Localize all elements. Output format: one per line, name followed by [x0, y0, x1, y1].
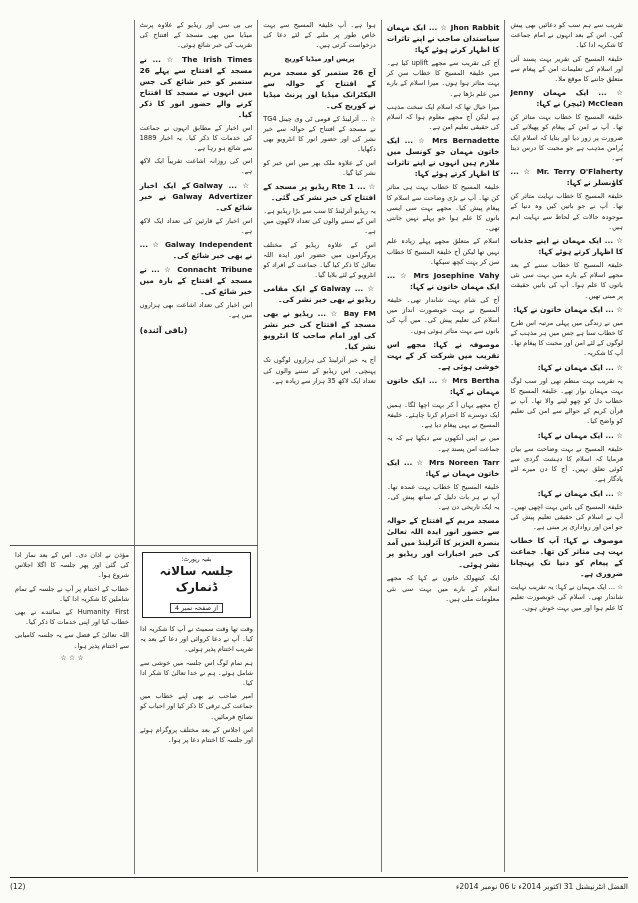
- paragraph-heading: The Irish Times ☆ ... نے مسجد کے افتتاح سے پہلے 26 ستمبر کو خبر شائع کی جس میں انہوں نے مسجد کا افتتاح کرنے والے حضور انور کا ذکر کیا۔: [139, 54, 253, 119]
- lower-col-left-text: [15, 550, 129, 651]
- paragraph: آج مجھے یہاں آ کر بہت اچھا لگا۔ ہمیں ایک دوسرے کا احترام کرنا چاہئے۔ خلیفۃ المسیح نے یہی پیغام دیا ہے۔: [386, 400, 500, 430]
- paragraph: اس اخبار کے مطابق انہوں نے جماعت کی خدمات کا ذکر کیا۔ یہ اخبار 1889 سے شائع ہو رہا ہے۔: [139, 123, 253, 153]
- paragraph: میں نے زندگی میں پہلی مرتبہ اس طرح کا خطاب سنا ہے جس میں ہر مذہب کے لوگوں کے لئے امن اور محبت کا پیغام تھا۔ آپ کا شکریہ۔: [510, 318, 623, 358]
- paragraph: اس اخبار کی تعداد اشاعت بھی ہزاروں میں ہے۔: [139, 301, 253, 320]
- page-number: (12): [10, 881, 26, 891]
- paragraph: اس اجلاس کے بعد مختلف پروگرام ہوئے اور جلسہ کا اختتام دعا پر ہوا۔: [140, 725, 253, 745]
- column-1: [504, 20, 628, 872]
- report-box: [142, 552, 251, 618]
- paragraph: مؤذن نے اذان دی۔ اس کے بعد نماز ادا کی گئی اور پھر جلسہ کا اگلا اجلاس شروع ہوا۔: [15, 551, 129, 580]
- paragraph: یہ تقریب بہت منظم تھی اور سب لوگ بہت مہمان نواز تھے۔ خلیفۃ المسیح کا خطاب دل کو چھو لینے والا تھا۔ آپ نے قرآن کریم کے حوالے سے امن کی تعلیم کو واضح کیا۔: [510, 376, 623, 426]
- lower-col-right-text: [140, 624, 253, 745]
- page-footer: [10, 877, 628, 894]
- paragraph: Humanity First کے نمائندے نے بھی خطاب کیا اور اپنی خدمات کا ذکر کیا۔: [15, 608, 129, 627]
- paragraph: بی بی سی اور ریڈیو کے علاوہ پرنٹ میڈیا میں بھی مسجد کے افتتاح کی تقریب کی خبر شائع ہوئی۔: [139, 21, 253, 50]
- paragraph: خلیفۃ المسیح کا خطاب بہت ہی متاثر کن تھا۔ آپ نے بڑی وضاحت سے اسلام کا پیغام پیش کیا۔ مجھے بہت سی ایسی باتوں کا علم ہوا جو پہلے نہیں جانتی تھی۔: [386, 183, 500, 233]
- end-stars: ☆ ☆ ☆: [60, 653, 84, 662]
- column-2: [381, 20, 505, 872]
- paragraph-heading: ☆ ... ایک مہمان نے اپنے جذبات کا اظہار کرتے ہوئے کہا:: [510, 236, 623, 257]
- continued-label: (باقی آئندہ): [139, 326, 188, 336]
- paragraph: خلیفۃ المسیح کی باتیں بہت اچھی تھیں۔ آپ نے اسلام کی حقیقی تعلیم پیش کی جو امن اور رواداری پر مبنی ہے۔: [510, 502, 623, 531]
- paragraph: آج کی تقریب سے مجھے uplift کیا ہے۔ میں خلیفۃ المسیح کا خطاب سن کر بہت متاثر ہوا ہوں۔ میرا اسلام کے بارے میں علم بڑھا ہے۔: [386, 59, 500, 98]
- column-3: [257, 20, 381, 872]
- paragraph: اس کی روزانہ اشاعت تقریباً ایک لاکھ ہے۔: [139, 157, 253, 176]
- paragraph: میں نے اپنی آنکھوں سے دیکھا ہے کہ یہ جماعت امن پسند ہے۔: [386, 434, 500, 453]
- paragraph-heading: Mrs Noreen Tarr ☆ ... ایک خاتون مہمان نے کہا:: [386, 457, 500, 478]
- paragraph-heading: ☆ ... ایک مہمان نے کہا:: [537, 488, 623, 498]
- lower-section: [10, 545, 258, 874]
- paragraph: خلیفۃ المسیح نے بہت وضاحت سے بیان فرمایا کہ اسلام کا دہشت گردی سے کوئی تعلق نہیں۔ آج کا دن میرے لئے یادگار ہے۔: [510, 444, 623, 484]
- paragraph-heading: ☆ ... ایک مہمان Jenny McClean (ٹیچر) نے کہا:: [510, 88, 623, 109]
- paragraph-heading: Jhon Rabbit ☆ ... ایک مہمان سیاستدان صاحب نے اپنے تاثرات کا اظہار کرتے ہوئے کہا:: [386, 23, 500, 54]
- lower-col-right: [134, 546, 258, 874]
- paragraph-heading: Mrs Bernadette ☆ ... ایک خاتون مہمان جو کونسل میں ملازم ہیں انہوں نے اپنے تاثرات کا اظہار کرتے ہوئے کہا:: [386, 136, 500, 179]
- paragraph: خطاب کے اختتام پر آپ نے جلسہ کے تمام شاملین کا شکریہ ادا کیا۔: [15, 584, 129, 603]
- column-3-top: [263, 20, 376, 386]
- paragraph: ☆ ... آئرلینڈ کے قومی ٹی وی چینل TG4 نے مسجد کے افتتاح کے حوالہ سے خبر نشر کی اور حضور انور کا انٹرویو بھی دکھایا۔: [263, 114, 376, 154]
- paragraph: خلیفۃ المسیح کا خطاب بہت متاثر کن تھا۔ آپ نے امن کے پیغام کو پھیلانے کی ضرورت پر زور دیا اور بتایا کہ اسلام ایک پُرامن مذہب ہے جو محبت کا درس دیتا ہے۔: [510, 113, 623, 163]
- paragraph: اسلام کے متعلق مجھے پہلے زیادہ علم نہیں تھا لیکن آج خلیفۃ المسیح کا خطاب سن کر بہت کچھ سیکھا۔: [386, 237, 500, 266]
- box-prefix: بقیہ رپورٹ:: [181, 556, 212, 563]
- paragraph: ایک کیتھولک خاتون نے کہا کہ مجھے اسلام کے بارے میں بہت سی نئی معلومات ملی ہیں۔: [386, 574, 500, 603]
- box-title: جلسہ سالانہ ڈنمارک: [159, 564, 234, 594]
- paragraph: ہم تمام لوگ اس جلسہ میں خوشی سے شامل ہوئے۔ ہم نے خدا تعالیٰ کا شکر ادا کیا۔: [140, 658, 253, 688]
- paragraph-heading: Mr. Terry O'Flaherty ☆ ... کاؤنسلر نے کہا:: [510, 167, 623, 188]
- paragraph-heading: موصوفہ نے کہا: مجھے اس تقریب میں شرکت کر کے بہت خوشی ہوئی ہے۔: [386, 339, 500, 371]
- paragraph: ہوا ہے۔ آپ خلیفۃ المسیح سے بہت خاص طور پر ملنے کے لئے دعا کی درخواست کرتی ہیں۔: [263, 21, 376, 50]
- paragraph-heading: موصوف نے کہا: آپ کا خطاب بہت ہی متاثر کن تھا۔ جماعت کے پیغام کو دنیا تک پہنچانا ضروری ہے۔: [510, 536, 623, 579]
- lower-col-left: [10, 546, 134, 874]
- paragraph-heading: ☆ ... ایک مہمان خاتون نے کہا:: [513, 304, 623, 314]
- paragraph-heading: مسجد مریم کے افتتاح کے حوالہ سے حضور انور ایدہ اللہ تعالیٰ بنصرہ العزیز کا آئرلینڈ میں آمد کی خبر اخبارات اور ریڈیو پر نشر ہوئی۔: [386, 516, 500, 570]
- paragraph: آج کی شام بہت شاندار تھی۔ خلیفۃ المسیح نے بہت خوبصورت انداز میں اسلام کی تعلیم پیش کی۔ میں آپ کی باتوں سے بہت متاثر ہوئی ہوں۔: [386, 296, 500, 335]
- paragraph-heading: Galway Independent ☆ ... نے بھی خبر شائع کی۔: [139, 240, 253, 261]
- paragraph: میرا خیال تھا کہ اسلام ایک سخت مذہب ہے لیکن آج مجھے معلوم ہوا کہ اسلام کی حقیقی تعلیم امن ہے۔: [386, 102, 500, 132]
- paragraph-heading: Mrs Josephine Vahy ☆ ... ایک مہمان خاتون نے کہا:: [386, 271, 500, 292]
- column-4-top: [140, 20, 253, 320]
- footer-date: الفضل انٹرنیشنل 31 اکتوبر 2014ء تا 06 نومبر 2014ء: [455, 881, 628, 891]
- paragraph-heading: ☆ ... Galway کے ایک اخبار Galway Advertizer نے خبر شائع کی۔: [139, 180, 253, 212]
- paragraph: وقت تھا وقت سمیٹ نے آپ کا شکریہ ادا کیا۔ آپ نے دعا کروائی اور دعا کے بعد یہ تقریب اختتام پذیر ہوئی۔: [140, 625, 253, 654]
- paragraph: اس کے علاوہ ریڈیو کے مختلف پروگراموں میں حضور انور ایدہ اللہ تعالیٰ کا ذکر کیا گیا۔ جماعت کے افراد کو انٹرویو کے لئے بلایا گیا۔: [263, 240, 376, 280]
- paragraph: امیر صاحب نے بھی اپنے خطاب میں جماعت کی ترقی کا ذکر کیا اور احباب کو نصائح فرمائیں۔: [140, 692, 253, 721]
- paragraph: خلیفۃ المسیح کی تقریر بہت پسند آئی اور اسلام کی تعلیمات امن کے پیغام سے متعلق جاننے کا موقع ملا۔: [510, 54, 623, 84]
- paragraph-heading: Mrs Bertha ☆ ... ایک خاتون مہمان نے کہا:: [386, 375, 500, 396]
- paragraph: خلیفۃ المسیح کا خطاب بہت عمدہ تھا۔ آپ نے ہر بات دلیل کے ساتھ پیش کی۔ یہ ایک تاریخی دن ہے۔: [386, 482, 500, 512]
- paragraph: خلیفۃ المسیح کا خطاب سننے کے بعد مجھے اسلام کے بارے میں بہت سی نئی باتوں کا علم ہوا۔ آپ کی باتیں حقیقت پر مبنی تھیں۔: [510, 261, 623, 300]
- paragraph-heading: آج 26 ستمبر کو مسجد مریم کے افتتاح کے حوالہ سے الیکٹرانک میڈیا اور پرنٹ میڈیا نے کوریج کی۔: [263, 67, 376, 110]
- paragraph-heading: Connacht Tribune ☆ ... نے مسجد کے افتتاح کے بارہ میں خبر شائع کی۔: [139, 265, 253, 297]
- paragraph: تقریب سے ہم سب کو دعائیں بھی پیش کیں۔ اس کے بعد انہوں نے امام جماعت کا شکریہ ادا کیا۔: [510, 21, 623, 50]
- paragraph: ☆ ... ایک مہمان نے کہا: یہ تقریب نہایت شاندار تھی۔ اسلام کی خوبصورت تعلیم کا علم ہوا اور میں بہت خوش ہوں۔: [510, 583, 623, 612]
- paragraph: اللہ تعالیٰ کے فضل سے یہ جلسہ کامیابی سے اختتام پذیر ہوا۔: [15, 631, 129, 650]
- paragraph-heading: ☆ ... ایک مہمان نے کہا:: [537, 430, 623, 440]
- paragraph: اس اخبار کے قارئین کی تعداد ایک لاکھ ہے۔: [139, 216, 253, 235]
- paragraph-heading: Bay FM ☆ ... ریڈیو نے بھی مسجد کے افتتاح کی خبر نشر کی اور امام صاحب کا انٹرویو نشر کیا۔: [263, 309, 376, 352]
- paragraph-heading: ☆ ... Galway کے ایک مقامی ریڈیو نے بھی خبر نشر کی۔: [263, 284, 376, 305]
- paragraph-heading: ☆ ... ایک مہمان نے کہا:: [537, 362, 623, 372]
- paragraph-heading: ☆ ... Rte 1 ریڈیو پر مسجد کے افتتاح کی خبر نشر کی گئی۔: [263, 182, 376, 203]
- paragraph: یہ ریڈیو آئرلینڈ کا سب سے بڑا ریڈیو ہے۔ اس کے سننے والوں کی تعداد لاکھوں میں ہے۔: [263, 207, 376, 236]
- box-ref: از صفحہ نمبر 4: [170, 603, 223, 613]
- section-heading: پریس اور میڈیا کوریج: [284, 54, 355, 63]
- paragraph: آج یہ خبر آئرلینڈ کی ہزاروں لوگوں تک پہنچی۔ اس ریڈیو کے سننے والوں کی تعداد ایک لاکھ 35 ہزار سے زیادہ ہے۔: [263, 356, 376, 385]
- paragraph: اس کے علاوہ ملک بھر میں اس خبر کو نشر کیا گیا۔: [263, 158, 376, 177]
- paragraph: خلیفۃ المسیح کا خطاب نہایت متاثر کن تھا۔ آپ نے جو باتیں کیں وہ دنیا کے موجودہ حالات کے لحاظ سے نہایت اہم ہیں۔: [510, 192, 623, 231]
